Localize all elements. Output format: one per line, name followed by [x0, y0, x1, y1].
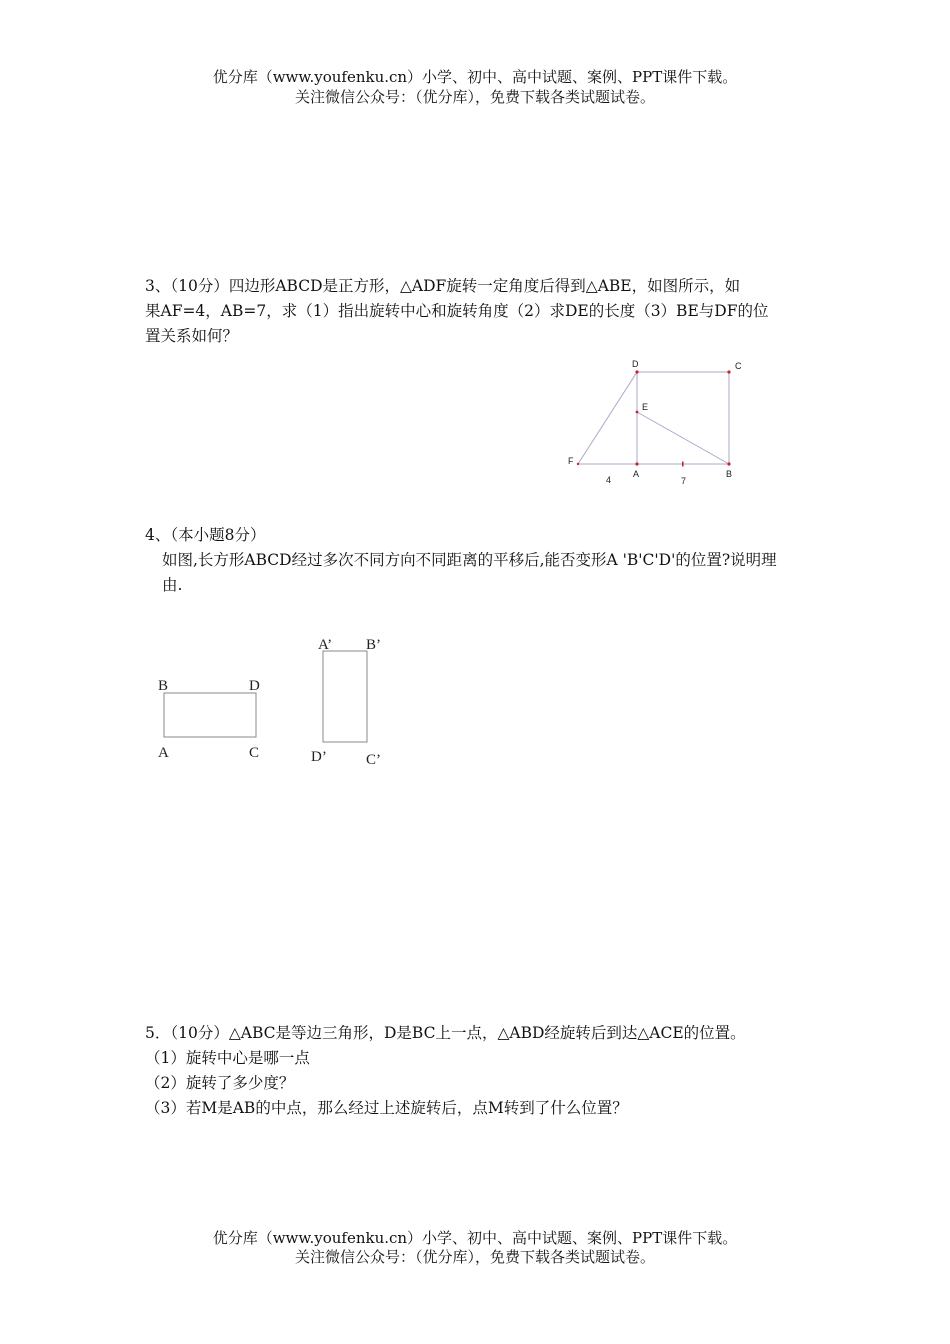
- q5-subquestion-3: （3）若M是AB的中点，那么经过上述旋转后，点M转到了什么位置？: [145, 1099, 628, 1117]
- point-C: [727, 370, 730, 373]
- q3-figure: [560, 355, 760, 490]
- q4-title: 4、（本小题8分）: [145, 526, 266, 544]
- label-B-prime: B’: [366, 637, 381, 653]
- rectangle-ABCD: [164, 693, 256, 737]
- point-A: [635, 462, 638, 465]
- label-D: D: [632, 359, 639, 369]
- label-B: B: [726, 469, 733, 479]
- q4-text-line-1: 如图,长方形ABCD经过多次不同方向不同距离的平移后,能否变形A 'B'C'D'的位置?说明理: [162, 551, 777, 569]
- q5-subquestion-1: （1）旋转中心是哪一点: [145, 1049, 310, 1067]
- label-A: A: [633, 469, 640, 479]
- point-B: [727, 462, 730, 465]
- point-F: [577, 463, 579, 465]
- label-A: A: [158, 745, 169, 761]
- label-A-prime: A’: [318, 637, 333, 653]
- q4-text-line-2: 由.: [162, 576, 183, 594]
- label-B: B: [158, 678, 169, 694]
- segment-EB: [637, 412, 729, 464]
- q3-text-line-2: 果AF=4，AB=7，求（1）指出旋转中心和旋转角度（2）求DE的长度（3）BE与DF的位: [145, 302, 769, 320]
- footer-line-2: 关注微信公众号：（优分库），免费下载各类试题试卷。: [294, 1248, 655, 1266]
- label-F: F: [568, 456, 574, 466]
- label-C-prime: C’: [366, 752, 381, 768]
- q5-text-line-1: 5．（10分）△ABC是等边三角形，D是BC上一点，△ABD经旋转后到达△ACE的位置。: [145, 1024, 746, 1042]
- rectangle-A2B2C2D2: [323, 651, 367, 742]
- segment-FD: [578, 372, 637, 464]
- footer-line-1: 优分库（www.youfenku.cn）小学、初中、高中试题、案例、PPT课件下载。: [212, 1229, 738, 1247]
- label-length-AB: 7: [681, 476, 687, 486]
- q3-text-line-1: 3、（10分）四边形ABCD是正方形，△ADF旋转一定角度后得到△ABE，如图所示，如: [145, 277, 741, 295]
- point-D: [635, 370, 638, 373]
- label-length-AF: 4: [606, 475, 612, 485]
- q3-text-line-3: 置关系如何？: [145, 327, 239, 345]
- q4-figure: [145, 625, 395, 775]
- label-D-prime: D’: [311, 749, 327, 765]
- label-C: C: [735, 361, 742, 371]
- tick-mark: [682, 462, 684, 467]
- label-E: E: [642, 402, 649, 412]
- header-line-1: 优分库（www.youfenku.cn）小学、初中、高中试题、案例、PPT课件下载。: [212, 68, 738, 86]
- point-E: [636, 411, 639, 414]
- q5-subquestion-2: （2）旋转了多少度？: [145, 1074, 295, 1092]
- label-D: D: [249, 678, 260, 694]
- label-C: C: [249, 745, 260, 761]
- header-line-2: 关注微信公众号：（优分库），免费下载各类试题试卷。: [294, 88, 655, 106]
